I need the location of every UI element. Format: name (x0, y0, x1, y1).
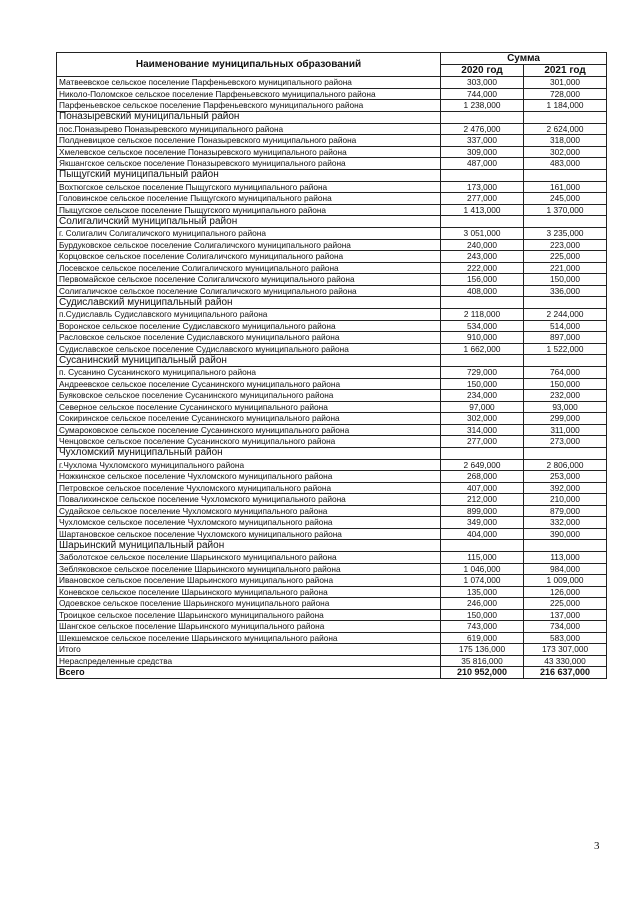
table-row (57, 88, 607, 100)
amount-2021: 113,000 (524, 552, 607, 564)
municipality-name: Итого (57, 644, 441, 656)
municipality-name: Шарьинский муниципальный район (57, 540, 441, 552)
amount-2020: 899,000 (441, 505, 524, 517)
amount-2020: 175 136,000 (441, 644, 524, 656)
amount-2021: 299,000 (524, 413, 607, 425)
district-row (57, 355, 607, 367)
table-row (57, 401, 607, 413)
municipality-name: Парфеньевское сельское поселение Парфеньевского муниципального района (57, 100, 441, 112)
municipality-name: пос.Поназырево Поназыревского муниципального района (57, 123, 441, 135)
amount-2020: 2 649,000 (441, 459, 524, 471)
amount-2020: 619,000 (441, 632, 524, 644)
municipality-name: Расловское сельское поселение Судиславского муниципального района (57, 332, 441, 344)
amount-2020: 408,000 (441, 285, 524, 297)
amount-2020: 35 816,000 (441, 655, 524, 667)
amount-2020: 309,000 (441, 146, 524, 158)
amount-2021 (524, 540, 607, 552)
amount-2021: 734,000 (524, 621, 607, 633)
amount-2021: 1 370,000 (524, 204, 607, 216)
amount-2021: 225,000 (524, 598, 607, 610)
municipality-name: Хмелевское сельское поселение Поназыревского муниципального района (57, 146, 441, 158)
header-name-column: Наименование муниципальных образований (57, 53, 441, 77)
amount-2020 (441, 540, 524, 552)
municipality-name: Петровское сельское поселение Чухломского муниципального района (57, 482, 441, 494)
amount-2020: 534,000 (441, 320, 524, 332)
amount-2021: 764,000 (524, 367, 607, 379)
amount-2020: 173,000 (441, 181, 524, 193)
page-number: 3 (594, 840, 600, 852)
table-body (57, 77, 607, 679)
municipality-name: п.Судиславль Судиславского муниципального района (57, 309, 441, 321)
amount-2021: 43 330,000 (524, 655, 607, 667)
municipality-name: Пыщугское сельское поселение Пыщугского муниципального района (57, 204, 441, 216)
amount-2021: 2 806,000 (524, 459, 607, 471)
amount-2020: 222,000 (441, 262, 524, 274)
table-row (57, 424, 607, 436)
municipality-name: Сусанинский муниципальный район (57, 355, 441, 367)
table-row (57, 332, 607, 344)
table-row (57, 181, 607, 193)
municipality-name: Ножкинское сельское поселение Чухломского муниципального района (57, 471, 441, 483)
municipality-name: Сумароковское сельское поселение Сусанинского муниципального района (57, 424, 441, 436)
table-row (57, 146, 607, 158)
municipality-name: Ченцовское сельское поселение Сусанинского муниципального района (57, 436, 441, 448)
amount-2021: 390,000 (524, 528, 607, 540)
amount-2020: 487,000 (441, 158, 524, 170)
amount-2021: 150,000 (524, 378, 607, 390)
municipality-name: Повалихинское сельское поселение Чухломского муниципального района (57, 494, 441, 506)
amount-2020 (441, 169, 524, 181)
amount-2021: 514,000 (524, 320, 607, 332)
table-row (57, 123, 607, 135)
amount-2021: 245,000 (524, 193, 607, 205)
amount-2020: 302,000 (441, 413, 524, 425)
amount-2020: 743,000 (441, 621, 524, 633)
header-sum-column: Сумма (441, 53, 607, 65)
table-row (57, 309, 607, 321)
municipality-name: Северное сельское поселение Сусанинского муниципального района (57, 401, 441, 413)
municipality-name: Полдневицкое сельское поселение Поназыревского муниципального района (57, 135, 441, 147)
amount-2021 (524, 169, 607, 181)
amount-2021: 161,000 (524, 181, 607, 193)
district-row (57, 540, 607, 552)
district-row (57, 169, 607, 181)
amount-2021: 2 624,000 (524, 123, 607, 135)
amount-2020 (441, 216, 524, 228)
amount-2021: 879,000 (524, 505, 607, 517)
amount-2021: 137,000 (524, 609, 607, 621)
municipality-name: Ивановское сельское поселение Шарьинского муниципального района (57, 575, 441, 587)
amount-2020: 97,000 (441, 401, 524, 413)
amount-2021: 150,000 (524, 274, 607, 286)
table-row (57, 598, 607, 610)
district-row (57, 447, 607, 459)
amount-2021: 1 184,000 (524, 100, 607, 112)
table-row (57, 193, 607, 205)
district-row (57, 111, 607, 123)
amount-2021 (524, 216, 607, 228)
amount-2021: 93,000 (524, 401, 607, 413)
amount-2021: 728,000 (524, 88, 607, 100)
municipality-name: Воронское сельское поселение Судиславского муниципального района (57, 320, 441, 332)
amount-2020: 1 074,000 (441, 575, 524, 587)
amount-2021: 216 637,000 (524, 667, 607, 679)
amount-2020: 212,000 (441, 494, 524, 506)
table-row (57, 482, 607, 494)
table-row (57, 459, 607, 471)
municipality-name: Коневское сельское поселение Шарьинского муниципального района (57, 586, 441, 598)
amount-2020: 2 118,000 (441, 309, 524, 321)
amount-2020: 910,000 (441, 332, 524, 344)
amount-2020: 349,000 (441, 517, 524, 529)
amount-2021: 1 009,000 (524, 575, 607, 587)
table-row (57, 239, 607, 251)
municipality-name: г. Солигалич Солигаличского муниципального района (57, 228, 441, 240)
table-row (57, 575, 607, 587)
municipality-name: Чухломское сельское поселение Чухломского муниципального района (57, 517, 441, 529)
amount-2021: 301,000 (524, 77, 607, 89)
municipality-name: Первомайское сельское поселение Солигаличского муниципального района (57, 274, 441, 286)
amount-2020: 404,000 (441, 528, 524, 540)
table-row (57, 262, 607, 274)
document-sheet (56, 52, 606, 679)
amount-2021 (524, 297, 607, 309)
municipality-name: Солигаличское сельское поселение Солигаличского муниципального района (57, 285, 441, 297)
amount-2021: 2 244,000 (524, 309, 607, 321)
district-row (57, 216, 607, 228)
municipality-name: Троицкое сельское поселение Шарьинского муниципального района (57, 609, 441, 621)
amount-2021: 984,000 (524, 563, 607, 575)
table-row (57, 552, 607, 564)
municipality-name: Чухломский муниципальный район (57, 447, 441, 459)
amount-2021: 336,000 (524, 285, 607, 297)
municipality-name: г.Чухлома Чухломского муниципального района (57, 459, 441, 471)
amount-2020: 1 046,000 (441, 563, 524, 575)
table-row (57, 505, 607, 517)
amount-2021: 1 522,000 (524, 343, 607, 355)
table-row (57, 135, 607, 147)
amount-2020: 246,000 (441, 598, 524, 610)
amount-2021: 3 235,000 (524, 228, 607, 240)
budget-table (56, 52, 607, 679)
header-year-2020: 2020 год (441, 65, 524, 77)
amount-2020: 150,000 (441, 378, 524, 390)
municipality-name: Шекшемское сельское поселение Шарьинского муниципального района (57, 632, 441, 644)
municipality-name: Корцовское сельское поселение Солигаличского муниципального района (57, 251, 441, 263)
amount-2021: 583,000 (524, 632, 607, 644)
table-row (57, 158, 607, 170)
amount-2021: 253,000 (524, 471, 607, 483)
table-row (57, 320, 607, 332)
amount-2021 (524, 355, 607, 367)
table-row (57, 621, 607, 633)
amount-2020: 210 952,000 (441, 667, 524, 679)
municipality-name: Пыщугский муниципальный район (57, 169, 441, 181)
amount-2020: 303,000 (441, 77, 524, 89)
district-row (57, 297, 607, 309)
municipality-name: Шангское сельское поселение Шарьинского муниципального района (57, 621, 441, 633)
table-row (57, 632, 607, 644)
municipality-name: Сокиринское сельское поселение Сусанинского муниципального района (57, 413, 441, 425)
table-row (57, 413, 607, 425)
table-row (57, 390, 607, 402)
amount-2020: 156,000 (441, 274, 524, 286)
amount-2020: 277,000 (441, 436, 524, 448)
municipality-name: Николо-Поломское сельское поселение Парфеньевского муниципального района (57, 88, 441, 100)
grand-total-row (57, 667, 607, 679)
table-row (57, 436, 607, 448)
amount-2021: 897,000 (524, 332, 607, 344)
amount-2021: 302,000 (524, 146, 607, 158)
header-year-2021: 2021 год (524, 65, 607, 77)
amount-2021 (524, 111, 607, 123)
municipality-name: Головинское сельское поселение Пыщугского муниципального района (57, 193, 441, 205)
amount-2020: 277,000 (441, 193, 524, 205)
amount-2020: 150,000 (441, 609, 524, 621)
amount-2020: 1 238,000 (441, 100, 524, 112)
municipality-name: Нераспределенные средства (57, 655, 441, 667)
amount-2021: 126,000 (524, 586, 607, 598)
table-row (57, 204, 607, 216)
amount-2020: 234,000 (441, 390, 524, 402)
amount-2020: 115,000 (441, 552, 524, 564)
amount-2020: 1 662,000 (441, 343, 524, 355)
table-row (57, 378, 607, 390)
municipality-name: Заболотское сельское поселение Шарьинского муниципального района (57, 552, 441, 564)
municipality-name: Судайское сельское поселение Чухломского муниципального района (57, 505, 441, 517)
municipality-name: Якшангское сельское поселение Поназыревского муниципального района (57, 158, 441, 170)
amount-2021: 332,000 (524, 517, 607, 529)
amount-2021: 223,000 (524, 239, 607, 251)
table-row (57, 343, 607, 355)
table-row (57, 228, 607, 240)
table-row (57, 77, 607, 89)
amount-2020: 240,000 (441, 239, 524, 251)
municipality-name: Зебляковское сельское поселение Шарьинского муниципального района (57, 563, 441, 575)
table-row (57, 517, 607, 529)
municipality-name: Поназыревский муниципальный район (57, 111, 441, 123)
amount-2020: 243,000 (441, 251, 524, 263)
amount-2020: 744,000 (441, 88, 524, 100)
municipality-name: Бурдуковское сельское поселение Солигаличского муниципального района (57, 239, 441, 251)
amount-2020: 407,000 (441, 482, 524, 494)
municipality-name: п. Сусанино Сусанинского муниципального района (57, 367, 441, 379)
municipality-name: Судиславский муниципальный район (57, 297, 441, 309)
table-row (57, 609, 607, 621)
amount-2020: 3 051,000 (441, 228, 524, 240)
amount-2021: 173 307,000 (524, 644, 607, 656)
table-row (57, 274, 607, 286)
table-row (57, 494, 607, 506)
amount-2021: 392,000 (524, 482, 607, 494)
amount-2021: 232,000 (524, 390, 607, 402)
table-row (57, 367, 607, 379)
municipality-name: Солигаличский муниципальный район (57, 216, 441, 228)
amount-2021: 311,000 (524, 424, 607, 436)
amount-2021: 483,000 (524, 158, 607, 170)
table-row (57, 586, 607, 598)
municipality-name: Шартановское сельское поселение Чухломского муниципального района (57, 528, 441, 540)
amount-2020: 729,000 (441, 367, 524, 379)
amount-2021: 273,000 (524, 436, 607, 448)
municipality-name: Андреевское сельское поселение Сусанинского муниципального района (57, 378, 441, 390)
amount-2021: 225,000 (524, 251, 607, 263)
amount-2020: 2 476,000 (441, 123, 524, 135)
municipality-name: Вохтюгское сельское поселение Пыщугского муниципального района (57, 181, 441, 193)
table-row (57, 563, 607, 575)
municipality-name: Лосевское сельское поселение Солигаличского муниципального района (57, 262, 441, 274)
table-row (57, 285, 607, 297)
amount-2021: 221,000 (524, 262, 607, 274)
amount-2020 (441, 111, 524, 123)
municipality-name: Судиславское сельское поселение Судиславского муниципального района (57, 343, 441, 355)
amount-2021 (524, 447, 607, 459)
amount-2020 (441, 447, 524, 459)
amount-2020 (441, 355, 524, 367)
amount-2020: 1 413,000 (441, 204, 524, 216)
municipality-name: Матвеевское сельское поселение Парфеньевского муниципального района (57, 77, 441, 89)
table-row (57, 644, 607, 656)
municipality-name: Всего (57, 667, 441, 679)
table-row (57, 655, 607, 667)
table-row (57, 100, 607, 112)
amount-2021: 318,000 (524, 135, 607, 147)
table-row (57, 528, 607, 540)
municipality-name: Буяковское сельское поселение Сусанинского муниципального района (57, 390, 441, 402)
amount-2020: 268,000 (441, 471, 524, 483)
amount-2020: 135,000 (441, 586, 524, 598)
table-row (57, 471, 607, 483)
amount-2021: 210,000 (524, 494, 607, 506)
amount-2020: 314,000 (441, 424, 524, 436)
municipality-name: Одоевское сельское поселение Шарьинского муниципального района (57, 598, 441, 610)
amount-2020: 337,000 (441, 135, 524, 147)
amount-2020 (441, 297, 524, 309)
table-row (57, 251, 607, 263)
